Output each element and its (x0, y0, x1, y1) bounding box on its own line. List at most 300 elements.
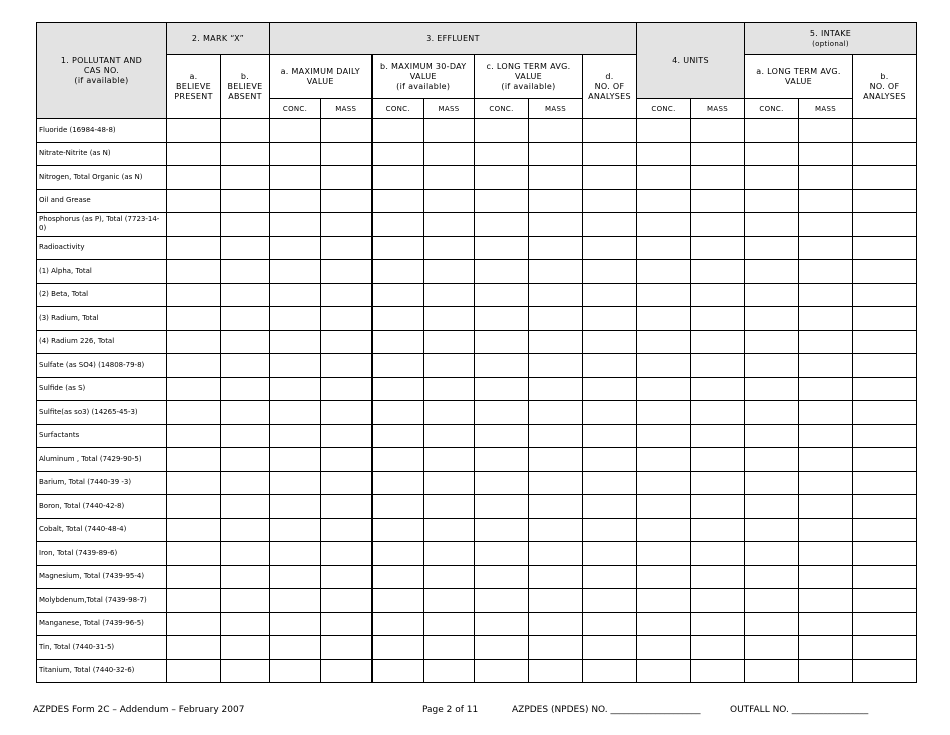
long-term-conc-cell[interactable] (475, 589, 529, 613)
max-daily-mass-cell[interactable] (321, 354, 372, 378)
max-30day-mass-cell[interactable] (424, 589, 475, 613)
units-mass-cell[interactable] (691, 330, 745, 354)
max-30day-mass-cell[interactable] (424, 377, 475, 401)
intake-conc-cell[interactable] (745, 636, 799, 660)
long-term-mass-cell[interactable] (529, 495, 583, 519)
long-term-mass-cell[interactable] (529, 189, 583, 213)
believe-present-cell[interactable] (167, 448, 221, 472)
max-30day-mass-cell[interactable] (424, 119, 475, 143)
long-term-mass-cell[interactable] (529, 518, 583, 542)
units-conc-cell[interactable] (637, 142, 691, 166)
intake-mass-cell[interactable] (799, 307, 853, 331)
believe-present-cell[interactable] (167, 659, 221, 683)
intake-analyses-cell[interactable] (853, 448, 917, 472)
intake-mass-cell[interactable] (799, 542, 853, 566)
believe-absent-cell[interactable] (221, 142, 270, 166)
units-mass-cell[interactable] (691, 659, 745, 683)
no-of-analyses-cell[interactable] (583, 612, 637, 636)
intake-conc-cell[interactable] (745, 565, 799, 589)
long-term-mass-cell[interactable] (529, 236, 583, 260)
intake-mass-cell[interactable] (799, 518, 853, 542)
max-daily-mass-cell[interactable] (321, 424, 372, 448)
believe-present-cell[interactable] (167, 565, 221, 589)
units-conc-cell[interactable] (637, 260, 691, 284)
believe-absent-cell[interactable] (221, 518, 270, 542)
max-daily-conc-cell[interactable] (270, 213, 321, 237)
believe-absent-cell[interactable] (221, 401, 270, 425)
intake-mass-cell[interactable] (799, 354, 853, 378)
no-of-analyses-cell[interactable] (583, 260, 637, 284)
units-mass-cell[interactable] (691, 565, 745, 589)
no-of-analyses-cell[interactable] (583, 189, 637, 213)
long-term-mass-cell[interactable] (529, 330, 583, 354)
believe-present-cell[interactable] (167, 518, 221, 542)
believe-absent-cell[interactable] (221, 565, 270, 589)
believe-absent-cell[interactable] (221, 659, 270, 683)
long-term-mass-cell[interactable] (529, 471, 583, 495)
believe-present-cell[interactable] (167, 495, 221, 519)
footer-permit-number-field[interactable]: AZPDES (NPDES) NO. ____________________ (512, 705, 701, 715)
units-mass-cell[interactable] (691, 495, 745, 519)
units-conc-cell[interactable] (637, 119, 691, 143)
believe-absent-cell[interactable] (221, 307, 270, 331)
max-30day-conc-cell[interactable] (372, 142, 424, 166)
believe-absent-cell[interactable] (221, 354, 270, 378)
intake-conc-cell[interactable] (745, 260, 799, 284)
long-term-conc-cell[interactable] (475, 424, 529, 448)
max-daily-conc-cell[interactable] (270, 142, 321, 166)
units-mass-cell[interactable] (691, 401, 745, 425)
max-30day-conc-cell[interactable] (372, 260, 424, 284)
long-term-conc-cell[interactable] (475, 495, 529, 519)
max-daily-mass-cell[interactable] (321, 542, 372, 566)
no-of-analyses-cell[interactable] (583, 659, 637, 683)
max-daily-mass-cell[interactable] (321, 236, 372, 260)
long-term-conc-cell[interactable] (475, 213, 529, 237)
max-30day-conc-cell[interactable] (372, 166, 424, 190)
no-of-analyses-cell[interactable] (583, 142, 637, 166)
believe-present-cell[interactable] (167, 401, 221, 425)
intake-mass-cell[interactable] (799, 589, 853, 613)
believe-absent-cell[interactable] (221, 189, 270, 213)
intake-analyses-cell[interactable] (853, 542, 917, 566)
max-daily-mass-cell[interactable] (321, 283, 372, 307)
units-conc-cell[interactable] (637, 495, 691, 519)
no-of-analyses-cell[interactable] (583, 565, 637, 589)
max-30day-conc-cell[interactable] (372, 401, 424, 425)
max-daily-mass-cell[interactable] (321, 213, 372, 237)
max-30day-conc-cell[interactable] (372, 659, 424, 683)
long-term-conc-cell[interactable] (475, 471, 529, 495)
units-mass-cell[interactable] (691, 612, 745, 636)
units-mass-cell[interactable] (691, 589, 745, 613)
max-30day-mass-cell[interactable] (424, 236, 475, 260)
intake-conc-cell[interactable] (745, 589, 799, 613)
max-30day-conc-cell[interactable] (372, 330, 424, 354)
intake-analyses-cell[interactable] (853, 377, 917, 401)
max-daily-conc-cell[interactable] (270, 189, 321, 213)
intake-conc-cell[interactable] (745, 189, 799, 213)
intake-conc-cell[interactable] (745, 471, 799, 495)
max-30day-conc-cell[interactable] (372, 636, 424, 660)
long-term-conc-cell[interactable] (475, 189, 529, 213)
max-daily-mass-cell[interactable] (321, 612, 372, 636)
long-term-conc-cell[interactable] (475, 166, 529, 190)
intake-analyses-cell[interactable] (853, 401, 917, 425)
max-daily-mass-cell[interactable] (321, 119, 372, 143)
long-term-mass-cell[interactable] (529, 636, 583, 660)
max-30day-conc-cell[interactable] (372, 471, 424, 495)
units-mass-cell[interactable] (691, 448, 745, 472)
max-daily-mass-cell[interactable] (321, 471, 372, 495)
believe-absent-cell[interactable] (221, 542, 270, 566)
footer-outfall-number-field[interactable]: OUTFALL NO. _________________ (730, 705, 869, 715)
max-30day-mass-cell[interactable] (424, 330, 475, 354)
believe-present-cell[interactable] (167, 142, 221, 166)
long-term-mass-cell[interactable] (529, 213, 583, 237)
units-conc-cell[interactable] (637, 612, 691, 636)
units-mass-cell[interactable] (691, 119, 745, 143)
intake-analyses-cell[interactable] (853, 354, 917, 378)
max-30day-mass-cell[interactable] (424, 542, 475, 566)
max-30day-conc-cell[interactable] (372, 518, 424, 542)
long-term-mass-cell[interactable] (529, 565, 583, 589)
intake-analyses-cell[interactable] (853, 589, 917, 613)
intake-conc-cell[interactable] (745, 307, 799, 331)
max-30day-conc-cell[interactable] (372, 424, 424, 448)
intake-mass-cell[interactable] (799, 142, 853, 166)
long-term-conc-cell[interactable] (475, 119, 529, 143)
intake-conc-cell[interactable] (745, 354, 799, 378)
no-of-analyses-cell[interactable] (583, 448, 637, 472)
intake-mass-cell[interactable] (799, 377, 853, 401)
units-conc-cell[interactable] (637, 542, 691, 566)
long-term-mass-cell[interactable] (529, 401, 583, 425)
units-conc-cell[interactable] (637, 565, 691, 589)
intake-conc-cell[interactable] (745, 424, 799, 448)
intake-analyses-cell[interactable] (853, 612, 917, 636)
believe-present-cell[interactable] (167, 307, 221, 331)
believe-absent-cell[interactable] (221, 213, 270, 237)
max-daily-mass-cell[interactable] (321, 166, 372, 190)
no-of-analyses-cell[interactable] (583, 636, 637, 660)
units-conc-cell[interactable] (637, 424, 691, 448)
max-daily-mass-cell[interactable] (321, 330, 372, 354)
intake-mass-cell[interactable] (799, 448, 853, 472)
intake-analyses-cell[interactable] (853, 236, 917, 260)
max-daily-conc-cell[interactable] (270, 401, 321, 425)
max-30day-conc-cell[interactable] (372, 189, 424, 213)
max-daily-mass-cell[interactable] (321, 401, 372, 425)
units-conc-cell[interactable] (637, 330, 691, 354)
long-term-mass-cell[interactable] (529, 377, 583, 401)
intake-mass-cell[interactable] (799, 119, 853, 143)
intake-conc-cell[interactable] (745, 330, 799, 354)
units-conc-cell[interactable] (637, 213, 691, 237)
believe-absent-cell[interactable] (221, 471, 270, 495)
max-daily-mass-cell[interactable] (321, 377, 372, 401)
intake-conc-cell[interactable] (745, 213, 799, 237)
units-conc-cell[interactable] (637, 471, 691, 495)
long-term-mass-cell[interactable] (529, 448, 583, 472)
believe-absent-cell[interactable] (221, 636, 270, 660)
intake-conc-cell[interactable] (745, 448, 799, 472)
units-mass-cell[interactable] (691, 636, 745, 660)
believe-present-cell[interactable] (167, 283, 221, 307)
units-conc-cell[interactable] (637, 307, 691, 331)
max-daily-mass-cell[interactable] (321, 565, 372, 589)
intake-analyses-cell[interactable] (853, 142, 917, 166)
max-daily-mass-cell[interactable] (321, 518, 372, 542)
long-term-conc-cell[interactable] (475, 260, 529, 284)
units-conc-cell[interactable] (637, 589, 691, 613)
max-30day-conc-cell[interactable] (372, 354, 424, 378)
max-30day-mass-cell[interactable] (424, 401, 475, 425)
intake-conc-cell[interactable] (745, 166, 799, 190)
intake-mass-cell[interactable] (799, 565, 853, 589)
max-30day-mass-cell[interactable] (424, 565, 475, 589)
max-30day-conc-cell[interactable] (372, 495, 424, 519)
intake-analyses-cell[interactable] (853, 495, 917, 519)
long-term-conc-cell[interactable] (475, 354, 529, 378)
no-of-analyses-cell[interactable] (583, 377, 637, 401)
long-term-conc-cell[interactable] (475, 518, 529, 542)
max-daily-conc-cell[interactable] (270, 495, 321, 519)
units-mass-cell[interactable] (691, 471, 745, 495)
long-term-conc-cell[interactable] (475, 565, 529, 589)
long-term-mass-cell[interactable] (529, 612, 583, 636)
intake-mass-cell[interactable] (799, 283, 853, 307)
max-30day-mass-cell[interactable] (424, 612, 475, 636)
believe-present-cell[interactable] (167, 189, 221, 213)
max-30day-conc-cell[interactable] (372, 213, 424, 237)
max-daily-conc-cell[interactable] (270, 166, 321, 190)
believe-present-cell[interactable] (167, 354, 221, 378)
max-30day-conc-cell[interactable] (372, 119, 424, 143)
believe-absent-cell[interactable] (221, 330, 270, 354)
believe-absent-cell[interactable] (221, 424, 270, 448)
no-of-analyses-cell[interactable] (583, 213, 637, 237)
intake-mass-cell[interactable] (799, 330, 853, 354)
units-conc-cell[interactable] (637, 283, 691, 307)
max-30day-mass-cell[interactable] (424, 213, 475, 237)
long-term-conc-cell[interactable] (475, 448, 529, 472)
intake-analyses-cell[interactable] (853, 166, 917, 190)
long-term-mass-cell[interactable] (529, 424, 583, 448)
no-of-analyses-cell[interactable] (583, 542, 637, 566)
intake-conc-cell[interactable] (745, 542, 799, 566)
max-daily-conc-cell[interactable] (270, 471, 321, 495)
intake-conc-cell[interactable] (745, 142, 799, 166)
intake-analyses-cell[interactable] (853, 424, 917, 448)
max-daily-conc-cell[interactable] (270, 260, 321, 284)
intake-mass-cell[interactable] (799, 401, 853, 425)
no-of-analyses-cell[interactable] (583, 354, 637, 378)
max-daily-mass-cell[interactable] (321, 307, 372, 331)
believe-present-cell[interactable] (167, 542, 221, 566)
intake-analyses-cell[interactable] (853, 189, 917, 213)
max-daily-mass-cell[interactable] (321, 589, 372, 613)
units-conc-cell[interactable] (637, 636, 691, 660)
max-daily-mass-cell[interactable] (321, 189, 372, 213)
long-term-conc-cell[interactable] (475, 636, 529, 660)
max-30day-mass-cell[interactable] (424, 448, 475, 472)
intake-mass-cell[interactable] (799, 236, 853, 260)
intake-analyses-cell[interactable] (853, 330, 917, 354)
units-conc-cell[interactable] (637, 659, 691, 683)
units-mass-cell[interactable] (691, 377, 745, 401)
max-daily-mass-cell[interactable] (321, 659, 372, 683)
units-conc-cell[interactable] (637, 518, 691, 542)
max-daily-conc-cell[interactable] (270, 589, 321, 613)
max-30day-mass-cell[interactable] (424, 166, 475, 190)
max-30day-mass-cell[interactable] (424, 424, 475, 448)
believe-absent-cell[interactable] (221, 283, 270, 307)
max-daily-conc-cell[interactable] (270, 518, 321, 542)
intake-mass-cell[interactable] (799, 636, 853, 660)
no-of-analyses-cell[interactable] (583, 119, 637, 143)
units-mass-cell[interactable] (691, 213, 745, 237)
max-daily-mass-cell[interactable] (321, 142, 372, 166)
intake-analyses-cell[interactable] (853, 260, 917, 284)
max-daily-conc-cell[interactable] (270, 236, 321, 260)
intake-conc-cell[interactable] (745, 119, 799, 143)
long-term-mass-cell[interactable] (529, 589, 583, 613)
max-30day-mass-cell[interactable] (424, 518, 475, 542)
believe-present-cell[interactable] (167, 166, 221, 190)
max-30day-mass-cell[interactable] (424, 354, 475, 378)
max-30day-conc-cell[interactable] (372, 377, 424, 401)
believe-absent-cell[interactable] (221, 612, 270, 636)
believe-present-cell[interactable] (167, 377, 221, 401)
believe-present-cell[interactable] (167, 330, 221, 354)
max-30day-conc-cell[interactable] (372, 448, 424, 472)
long-term-conc-cell[interactable] (475, 542, 529, 566)
intake-conc-cell[interactable] (745, 401, 799, 425)
max-daily-conc-cell[interactable] (270, 612, 321, 636)
believe-present-cell[interactable] (167, 636, 221, 660)
no-of-analyses-cell[interactable] (583, 518, 637, 542)
units-mass-cell[interactable] (691, 166, 745, 190)
units-conc-cell[interactable] (637, 377, 691, 401)
believe-present-cell[interactable] (167, 119, 221, 143)
units-mass-cell[interactable] (691, 354, 745, 378)
max-daily-conc-cell[interactable] (270, 119, 321, 143)
max-30day-conc-cell[interactable] (372, 307, 424, 331)
long-term-mass-cell[interactable] (529, 142, 583, 166)
believe-present-cell[interactable] (167, 589, 221, 613)
max-daily-conc-cell[interactable] (270, 448, 321, 472)
no-of-analyses-cell[interactable] (583, 330, 637, 354)
units-mass-cell[interactable] (691, 260, 745, 284)
max-30day-conc-cell[interactable] (372, 612, 424, 636)
max-daily-mass-cell[interactable] (321, 636, 372, 660)
intake-conc-cell[interactable] (745, 659, 799, 683)
units-mass-cell[interactable] (691, 542, 745, 566)
max-daily-conc-cell[interactable] (270, 565, 321, 589)
intake-analyses-cell[interactable] (853, 307, 917, 331)
intake-mass-cell[interactable] (799, 189, 853, 213)
believe-absent-cell[interactable] (221, 448, 270, 472)
intake-mass-cell[interactable] (799, 471, 853, 495)
long-term-mass-cell[interactable] (529, 260, 583, 284)
no-of-analyses-cell[interactable] (583, 166, 637, 190)
no-of-analyses-cell[interactable] (583, 236, 637, 260)
max-daily-conc-cell[interactable] (270, 354, 321, 378)
intake-conc-cell[interactable] (745, 283, 799, 307)
no-of-analyses-cell[interactable] (583, 589, 637, 613)
long-term-mass-cell[interactable] (529, 283, 583, 307)
believe-absent-cell[interactable] (221, 377, 270, 401)
max-30day-mass-cell[interactable] (424, 307, 475, 331)
max-daily-conc-cell[interactable] (270, 542, 321, 566)
intake-analyses-cell[interactable] (853, 636, 917, 660)
max-daily-mass-cell[interactable] (321, 495, 372, 519)
intake-mass-cell[interactable] (799, 260, 853, 284)
long-term-conc-cell[interactable] (475, 659, 529, 683)
max-30day-mass-cell[interactable] (424, 189, 475, 213)
max-daily-conc-cell[interactable] (270, 424, 321, 448)
believe-absent-cell[interactable] (221, 236, 270, 260)
units-mass-cell[interactable] (691, 307, 745, 331)
max-30day-conc-cell[interactable] (372, 565, 424, 589)
units-conc-cell[interactable] (637, 448, 691, 472)
units-conc-cell[interactable] (637, 189, 691, 213)
long-term-mass-cell[interactable] (529, 307, 583, 331)
max-30day-mass-cell[interactable] (424, 495, 475, 519)
long-term-mass-cell[interactable] (529, 542, 583, 566)
intake-mass-cell[interactable] (799, 424, 853, 448)
intake-mass-cell[interactable] (799, 659, 853, 683)
long-term-mass-cell[interactable] (529, 659, 583, 683)
units-conc-cell[interactable] (637, 236, 691, 260)
max-daily-conc-cell[interactable] (270, 330, 321, 354)
believe-present-cell[interactable] (167, 213, 221, 237)
intake-analyses-cell[interactable] (853, 518, 917, 542)
max-daily-conc-cell[interactable] (270, 636, 321, 660)
intake-conc-cell[interactable] (745, 518, 799, 542)
max-daily-conc-cell[interactable] (270, 659, 321, 683)
intake-mass-cell[interactable] (799, 495, 853, 519)
believe-present-cell[interactable] (167, 424, 221, 448)
long-term-conc-cell[interactable] (475, 236, 529, 260)
long-term-mass-cell[interactable] (529, 354, 583, 378)
max-30day-conc-cell[interactable] (372, 542, 424, 566)
max-daily-conc-cell[interactable] (270, 377, 321, 401)
intake-analyses-cell[interactable] (853, 565, 917, 589)
believe-present-cell[interactable] (167, 471, 221, 495)
long-term-conc-cell[interactable] (475, 142, 529, 166)
units-conc-cell[interactable] (637, 401, 691, 425)
max-daily-mass-cell[interactable] (321, 260, 372, 284)
long-term-conc-cell[interactable] (475, 377, 529, 401)
units-mass-cell[interactable] (691, 518, 745, 542)
long-term-conc-cell[interactable] (475, 307, 529, 331)
believe-absent-cell[interactable] (221, 260, 270, 284)
believe-present-cell[interactable] (167, 260, 221, 284)
believe-absent-cell[interactable] (221, 166, 270, 190)
max-30day-mass-cell[interactable] (424, 142, 475, 166)
max-30day-conc-cell[interactable] (372, 589, 424, 613)
believe-absent-cell[interactable] (221, 119, 270, 143)
max-30day-mass-cell[interactable] (424, 260, 475, 284)
long-term-mass-cell[interactable] (529, 119, 583, 143)
believe-present-cell[interactable] (167, 236, 221, 260)
intake-conc-cell[interactable] (745, 495, 799, 519)
units-conc-cell[interactable] (637, 166, 691, 190)
units-mass-cell[interactable] (691, 283, 745, 307)
intake-analyses-cell[interactable] (853, 471, 917, 495)
